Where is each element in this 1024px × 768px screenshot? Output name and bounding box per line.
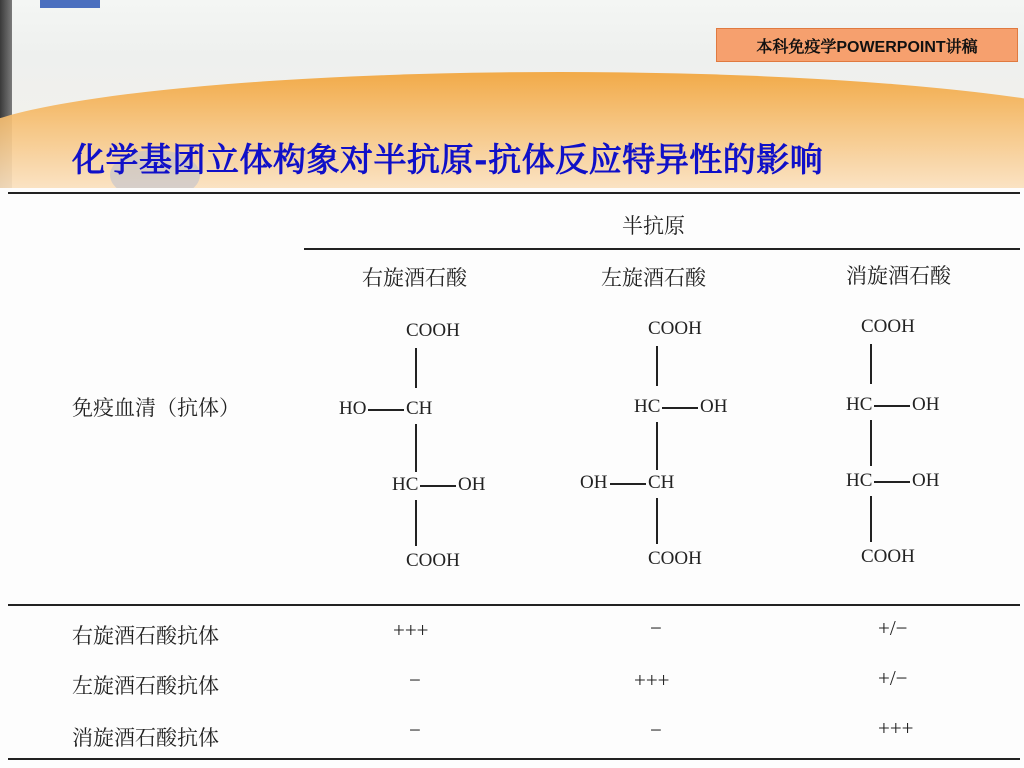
bond-upper [662, 407, 698, 409]
reaction-value: − [650, 718, 662, 742]
bond-bottom [870, 496, 872, 542]
structure-top-group: COOH [406, 320, 460, 341]
structure-lower-right: CH [648, 472, 675, 493]
structure-upper-left: HO [339, 398, 367, 419]
reaction-value: +++ [393, 618, 429, 642]
reaction-value: +/− [878, 616, 908, 640]
column-header-meso-tartaric: 消旋酒石酸 [846, 264, 951, 288]
bond-middle [656, 422, 658, 470]
table-bottom-rule [8, 758, 1020, 760]
bond-middle [415, 424, 417, 472]
group-header-rule [304, 248, 1020, 250]
structure-bottom-group: COOH [648, 548, 702, 569]
bond-top [656, 346, 658, 386]
bond-upper [368, 409, 404, 411]
structure-top-group: COOH [861, 316, 915, 337]
table-mid-rule [8, 604, 1020, 606]
structure-lower-right: OH [912, 470, 940, 491]
structure-lower-left: HC [392, 474, 419, 495]
structure-lower-left: HC [846, 470, 873, 491]
bond-top [870, 344, 872, 384]
bond-bottom [415, 500, 417, 546]
specificity-table [0, 188, 1024, 768]
structure-lower-left: OH [580, 472, 608, 493]
reaction-value: +/− [878, 666, 908, 690]
hapten-group-header: 半抗原 [622, 214, 685, 238]
structure-top-group: COOH [648, 318, 702, 339]
reaction-value: − [409, 668, 421, 692]
bond-middle [870, 420, 872, 466]
row-label: 消旋酒石酸抗体 [72, 726, 219, 750]
bond-top [415, 348, 417, 388]
reaction-value: − [409, 718, 421, 742]
row-label: 左旋酒石酸抗体 [72, 674, 219, 698]
reaction-value: − [650, 616, 662, 640]
bond-lower [874, 481, 910, 483]
slide-title: 化学基团立体构象对半抗原-抗体反应特异性的影响 [72, 140, 824, 179]
column-header-l-tartaric: 左旋酒石酸 [601, 266, 706, 290]
bond-upper [874, 405, 910, 407]
structure-upper-right: CH [406, 398, 433, 419]
structure-bottom-group: COOH [406, 550, 460, 571]
bond-lower [420, 485, 456, 487]
structure-upper-right: OH [700, 396, 728, 417]
column-header-d-tartaric: 右旋酒石酸 [362, 266, 467, 290]
row-label: 右旋酒石酸抗体 [72, 624, 219, 648]
bond-bottom [656, 498, 658, 544]
structure-upper-left: HC [846, 394, 873, 415]
serum-row-label: 免疫血清（抗体） [72, 396, 240, 420]
structure-lower-right: OH [458, 474, 486, 495]
reaction-value: +++ [634, 668, 670, 692]
structure-upper-right: OH [912, 394, 940, 415]
course-label: 本科免疫学POWERPOINT讲稿 [716, 28, 1018, 62]
blue-tab-decoration [40, 0, 100, 8]
table-top-rule [8, 192, 1020, 194]
bond-lower [610, 483, 646, 485]
structure-upper-left: HC [634, 396, 661, 417]
reaction-value: +++ [878, 716, 914, 740]
structure-bottom-group: COOH [861, 546, 915, 567]
